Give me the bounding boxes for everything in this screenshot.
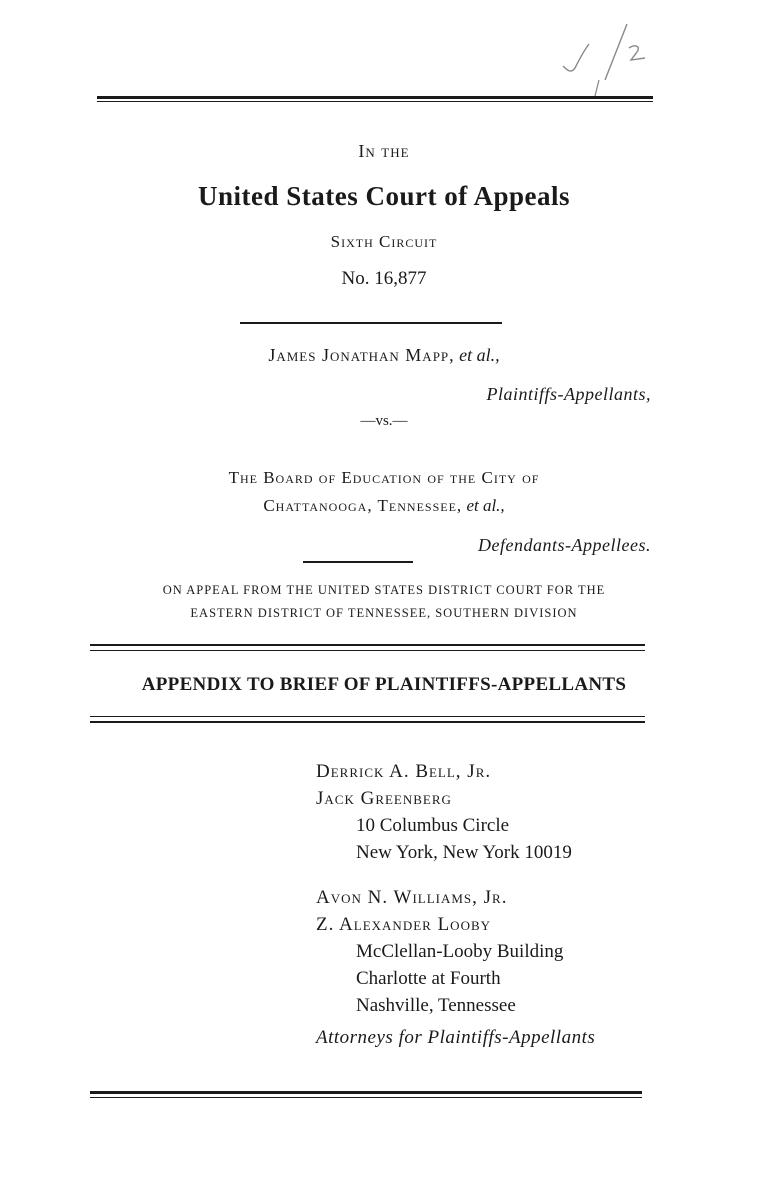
defendant-line2	[0, 496, 768, 516]
plaintiff-etal: et al.,	[459, 345, 500, 365]
plaintiff-role: Plaintiffs-Appellants,	[486, 384, 651, 404]
handwritten-check-icon	[555, 18, 665, 98]
plaintiff-line	[0, 345, 768, 366]
handwritten-mark	[555, 18, 665, 98]
attorney-address-line: New York, New York 10019	[356, 842, 572, 863]
circuit-label: Sixth Circuit	[330, 232, 438, 251]
attorney-address-line: Nashville, Tennessee	[356, 995, 516, 1016]
top-rule-thin	[97, 101, 653, 102]
case-number: No. 16,877	[341, 268, 427, 289]
attorney-address-line: 10 Columbus Circle	[356, 815, 510, 836]
defendant-etal: et al.,	[466, 496, 505, 515]
court-name: United States Court of Appeals	[197, 181, 570, 211]
attorney-name: Z. Alexander Looby	[316, 914, 492, 935]
title-rule-bottom-a	[90, 716, 645, 717]
defendant-role: Defendants-Appellees.	[478, 535, 651, 555]
appeal-line1: ON APPEAL FROM THE UNITED STATES DISTRICT COURT FOR THE	[162, 583, 606, 597]
defendant-line1: The Board of Education of the City of	[228, 468, 540, 487]
attorney-group-2	[316, 884, 563, 1019]
attorney-address-line: McClellan-Looby Building	[356, 941, 564, 962]
title-rule-bottom-b	[90, 721, 645, 723]
document-title: APPENDIX TO BRIEF OF PLAINTIFFS-APPELLANTS	[141, 674, 627, 695]
title-rule-top-a	[90, 644, 645, 646]
versus-label: —vs.—	[360, 413, 408, 429]
in-the-label: In the	[358, 141, 410, 161]
defendant-city: Chattanooga, Tennessee,	[263, 496, 463, 515]
attorney-group-1	[316, 758, 572, 866]
attorneys-role: Attorneys for Plaintiffs-Appellants	[316, 1027, 596, 1048]
bottom-rule-thick	[90, 1091, 642, 1094]
attorney-name: Derrick A. Bell, Jr.	[316, 761, 492, 782]
header-divider	[240, 322, 502, 324]
attorney-name: Avon N. Williams, Jr.	[316, 887, 508, 908]
attorney-name: Jack Greenberg	[316, 788, 452, 809]
title-rule-top-b	[90, 650, 645, 651]
top-rule-thick	[97, 96, 653, 99]
bottom-rule-thin	[90, 1097, 642, 1098]
plaintiff-name: James Jonathan Mapp,	[268, 345, 455, 365]
attorney-address-line: Charlotte at Fourth	[356, 968, 501, 989]
parties-divider	[303, 561, 413, 563]
appeal-line2: EASTERN DISTRICT OF TENNESSEE, SOUTHERN DIVISION	[190, 606, 578, 620]
